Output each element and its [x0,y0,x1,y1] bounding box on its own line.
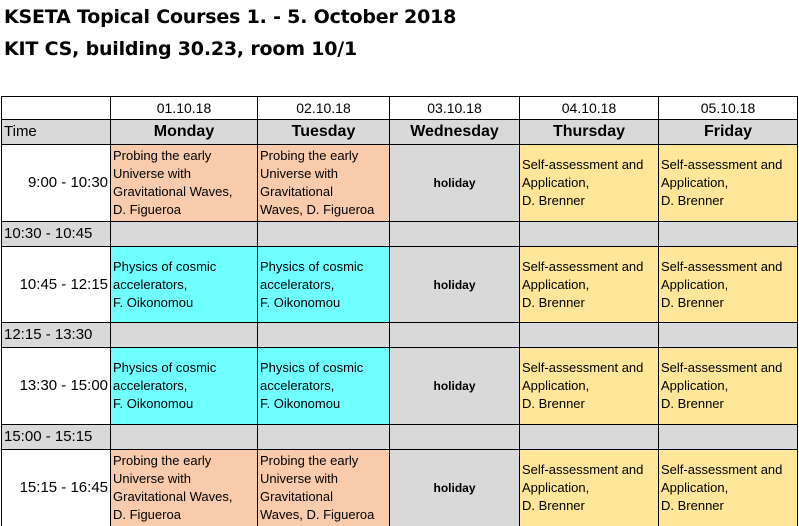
break-cell [258,425,390,450]
course-lecturer: F. Oikonomou [260,396,341,411]
course-line: Gravitational Waves, [113,489,233,504]
course-self-assessment [659,348,798,425]
course-cosmic-accelerators [258,348,390,425]
course-line: Universe with [113,166,192,181]
course-lecturer: D. Brenner [661,396,724,411]
course-self-assessment [520,145,659,222]
break-cell [111,323,258,348]
break-cell [390,323,520,348]
course-gravitational-waves [111,450,258,526]
break-cell [520,425,659,450]
time-column-header: Time [1,120,111,145]
date-friday: 05.10.18 [659,96,798,120]
course-lecturer: F. Oikonomou [113,396,194,411]
course-line: Universe with [260,471,339,486]
date-tuesday: 02.10.18 [258,96,390,120]
course-gravitational-waves [258,145,390,222]
course-self-assessment [520,247,659,323]
course-line: Universe with [113,471,192,486]
course-lecturer: D. Figueroa [113,202,181,217]
time-slot-label: 15:00 - 15:15 [1,425,111,450]
time-slot-label: 12:15 - 13:30 [1,323,111,348]
course-self-assessment [520,348,659,425]
holiday-cell: holiday [390,145,520,222]
course-line: Application, [661,480,729,495]
schedule-table [1,96,798,526]
course-line: Self-assessment and [522,258,644,274]
course-lecturer: D. Brenner [522,294,585,310]
course-line: Self-assessment and [661,258,783,274]
course-lecturer: D. Brenner [522,396,585,411]
course-line: Self-assessment and [661,157,783,172]
course-lecturer: D. Brenner [661,294,724,310]
course-line: accelerators, [113,276,188,292]
table-left-border [1,96,2,526]
course-line: Application, [661,276,729,292]
break-cell [659,323,798,348]
break-cell [258,222,390,247]
course-line: Self-assessment and [661,462,783,477]
course-line: Application, [522,378,590,393]
break-cell [659,425,798,450]
course-lecturer: D. Brenner [661,193,724,208]
course-line: Application, [661,378,729,393]
time-slot-label: 10:30 - 10:45 [1,222,111,247]
course-self-assessment [659,450,798,526]
course-line: Self-assessment and [522,157,644,172]
day-wednesday: Wednesday [390,120,520,145]
course-line: Application, [522,175,590,190]
course-lecturer: F. Oikonomou [260,294,341,310]
course-line: Application, [661,175,729,190]
course-line: Application, [522,276,590,292]
course-line: accelerators, [113,378,188,393]
course-cosmic-accelerators [111,247,258,323]
course-cosmic-accelerators [111,348,258,425]
course-lecturer: Waves, D. Figueroa [260,202,375,217]
day-tuesday: Tuesday [258,120,390,145]
course-line: Self-assessment and [522,462,644,477]
date-wednesday: 03.10.18 [390,96,520,120]
table-top-border [1,96,798,97]
course-line: Probing the early [113,148,212,163]
course-lecturer: F. Oikonomou [113,294,194,310]
time-slot-label: 13:30 - 15:00 [1,348,111,425]
course-cosmic-accelerators [258,247,390,323]
header-empty-cell [1,96,111,120]
course-line: Application, [522,480,590,495]
course-line: accelerators, [260,378,335,393]
course-lecturer: Waves, D. Figueroa [260,507,375,522]
break-cell [659,222,798,247]
course-line: Self-assessment and [522,360,644,375]
break-cell [520,222,659,247]
break-cell [520,323,659,348]
course-line: Gravitational [260,489,333,504]
course-gravitational-waves [111,145,258,222]
course-line: Probing the early [260,148,359,163]
time-slot-label: 10:45 - 12:15 [1,247,111,323]
holiday-cell: holiday [390,247,520,323]
break-cell [111,425,258,450]
holiday-cell: holiday [390,450,520,526]
course-self-assessment [659,247,798,323]
time-slot-label: 9:00 - 10:30 [1,145,111,222]
course-line: accelerators, [260,276,335,292]
course-line: Probing the early [260,453,359,468]
break-cell [390,425,520,450]
course-lecturer: D. Brenner [661,498,724,513]
day-thursday: Thursday [520,120,659,145]
course-line: Self-assessment and [661,360,783,375]
course-lecturer: D. Brenner [522,498,585,513]
course-line: Gravitational [260,184,333,199]
course-self-assessment [659,145,798,222]
holiday-cell: holiday [390,348,520,425]
course-line: Gravitational Waves, [113,184,233,199]
course-line: Physics of cosmic [260,360,364,375]
course-line: Physics of cosmic [260,258,364,274]
break-cell [390,222,520,247]
course-lecturer: D. Figueroa [113,507,181,522]
page-subtitle: KIT CS, building 30.23, room 10/1 [4,38,358,60]
course-line: Probing the early [113,453,212,468]
course-lecturer: D. Brenner [522,193,585,208]
course-line: Universe with [260,166,339,181]
course-self-assessment [520,450,659,526]
page-title: KSETA Topical Courses 1. - 5. October 2018 [4,6,457,28]
date-thursday: 04.10.18 [520,96,659,120]
course-gravitational-waves [258,450,390,526]
time-slot-label: 15:15 - 16:45 [1,450,111,526]
course-line: Physics of cosmic [113,258,217,274]
day-friday: Friday [659,120,798,145]
day-monday: Monday [111,120,258,145]
break-cell [111,222,258,247]
date-monday: 01.10.18 [111,96,258,120]
course-line: Physics of cosmic [113,360,217,375]
break-cell [258,323,390,348]
